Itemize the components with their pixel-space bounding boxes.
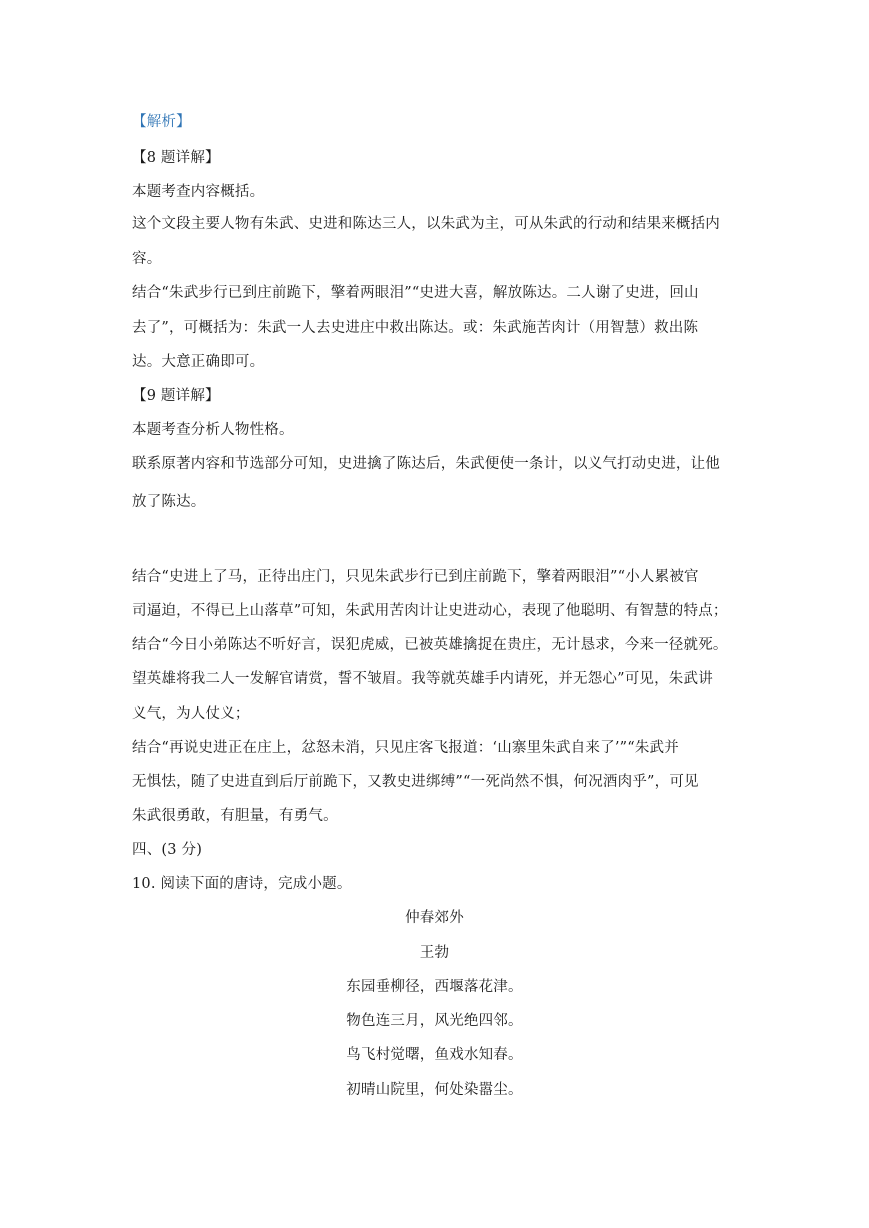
q10-prompt: 10. 阅读下面的唐诗，完成小题。 bbox=[132, 876, 352, 892]
q9-line-10: 无惧怯，随了史进直到后厅前跪下，又教史进绑缚”“一死尚然不惧，何况酒肉乎”，可见 bbox=[132, 774, 699, 790]
q9-line-1: 本题考查分析人物性格。 bbox=[132, 422, 294, 438]
q8-line-5: 去了”，可概括为：朱武一人去史进庄中救出陈达。或：朱武施苦肉计（用智慧）救出陈 bbox=[132, 320, 699, 336]
q8-heading: 【8 题详解】 bbox=[132, 150, 220, 166]
q9-line-4: 结合“史进上了马，正待出庄门，只见朱武步行已到庄前跪下，擎着两眼泪”“小人累被官 bbox=[132, 569, 699, 585]
q9-line-8: 义气，为人仗义； bbox=[132, 706, 250, 722]
q9-line-5: 司逼迫，不得已上山落草”可知，朱武用苦肉计让史进动心，表现了他聪明、有智慧的特点； bbox=[132, 603, 728, 619]
section-4-heading: 四、(3 分) bbox=[132, 842, 203, 858]
q9-line-2: 联系原著内容和节选部分可知，史进擒了陈达后，朱武便使一条计，以义气打动史进，让他 bbox=[132, 456, 720, 472]
analysis-label: 【解析】 bbox=[132, 114, 191, 130]
poem-line-1: 东园垂柳径，西堰落花津。 bbox=[346, 979, 523, 995]
q8-line-3: 容。 bbox=[132, 251, 162, 267]
q8-line-2: 这个文段主要人物有朱武、史进和陈达三人，以朱武为主，可从朱武的行动和结果来概括内 bbox=[132, 216, 720, 232]
poem-line-4: 初晴山院里，何处染嚣尘。 bbox=[346, 1082, 523, 1098]
q9-line-3: 放了陈达。 bbox=[132, 494, 206, 510]
poem-author: 王勃 bbox=[419, 945, 450, 961]
q8-line-4: 结合“朱武步行已到庄前跪下，擎着两眼泪”“史进大喜，解放陈达。二人谢了史进，回山 bbox=[132, 285, 699, 301]
q9-heading: 【9 题详解】 bbox=[132, 388, 220, 404]
q9-line-7: 望英雄将我二人一发解官请赏，誓不皱眉。我等就英雄手内请死，并无怨心”可见，朱武讲 bbox=[132, 671, 713, 687]
q8-line-6: 达。大意正确即可。 bbox=[132, 354, 265, 370]
poem-line-3: 鸟飞村觉曙，鱼戏水知春。 bbox=[346, 1047, 523, 1063]
q8-line-1: 本题考查内容概括。 bbox=[132, 184, 265, 200]
q9-line-6: 结合“今日小弟陈达不听好言，误犯虎威，已被英雄擒捉在贵庄，无计恳求，今来一径就死。 bbox=[132, 637, 728, 653]
q9-line-11: 朱武很勇敢，有胆量，有勇气。 bbox=[132, 808, 338, 824]
poem-title: 仲春郊外 bbox=[405, 910, 464, 926]
poem-line-2: 物色连三月，风光绝四邻。 bbox=[346, 1013, 523, 1029]
q9-line-9: 结合“再说史进正在庄上，忿怒未消，只见庄客飞报道：‘山寨里朱武自来了’”“朱武并 bbox=[132, 740, 679, 756]
